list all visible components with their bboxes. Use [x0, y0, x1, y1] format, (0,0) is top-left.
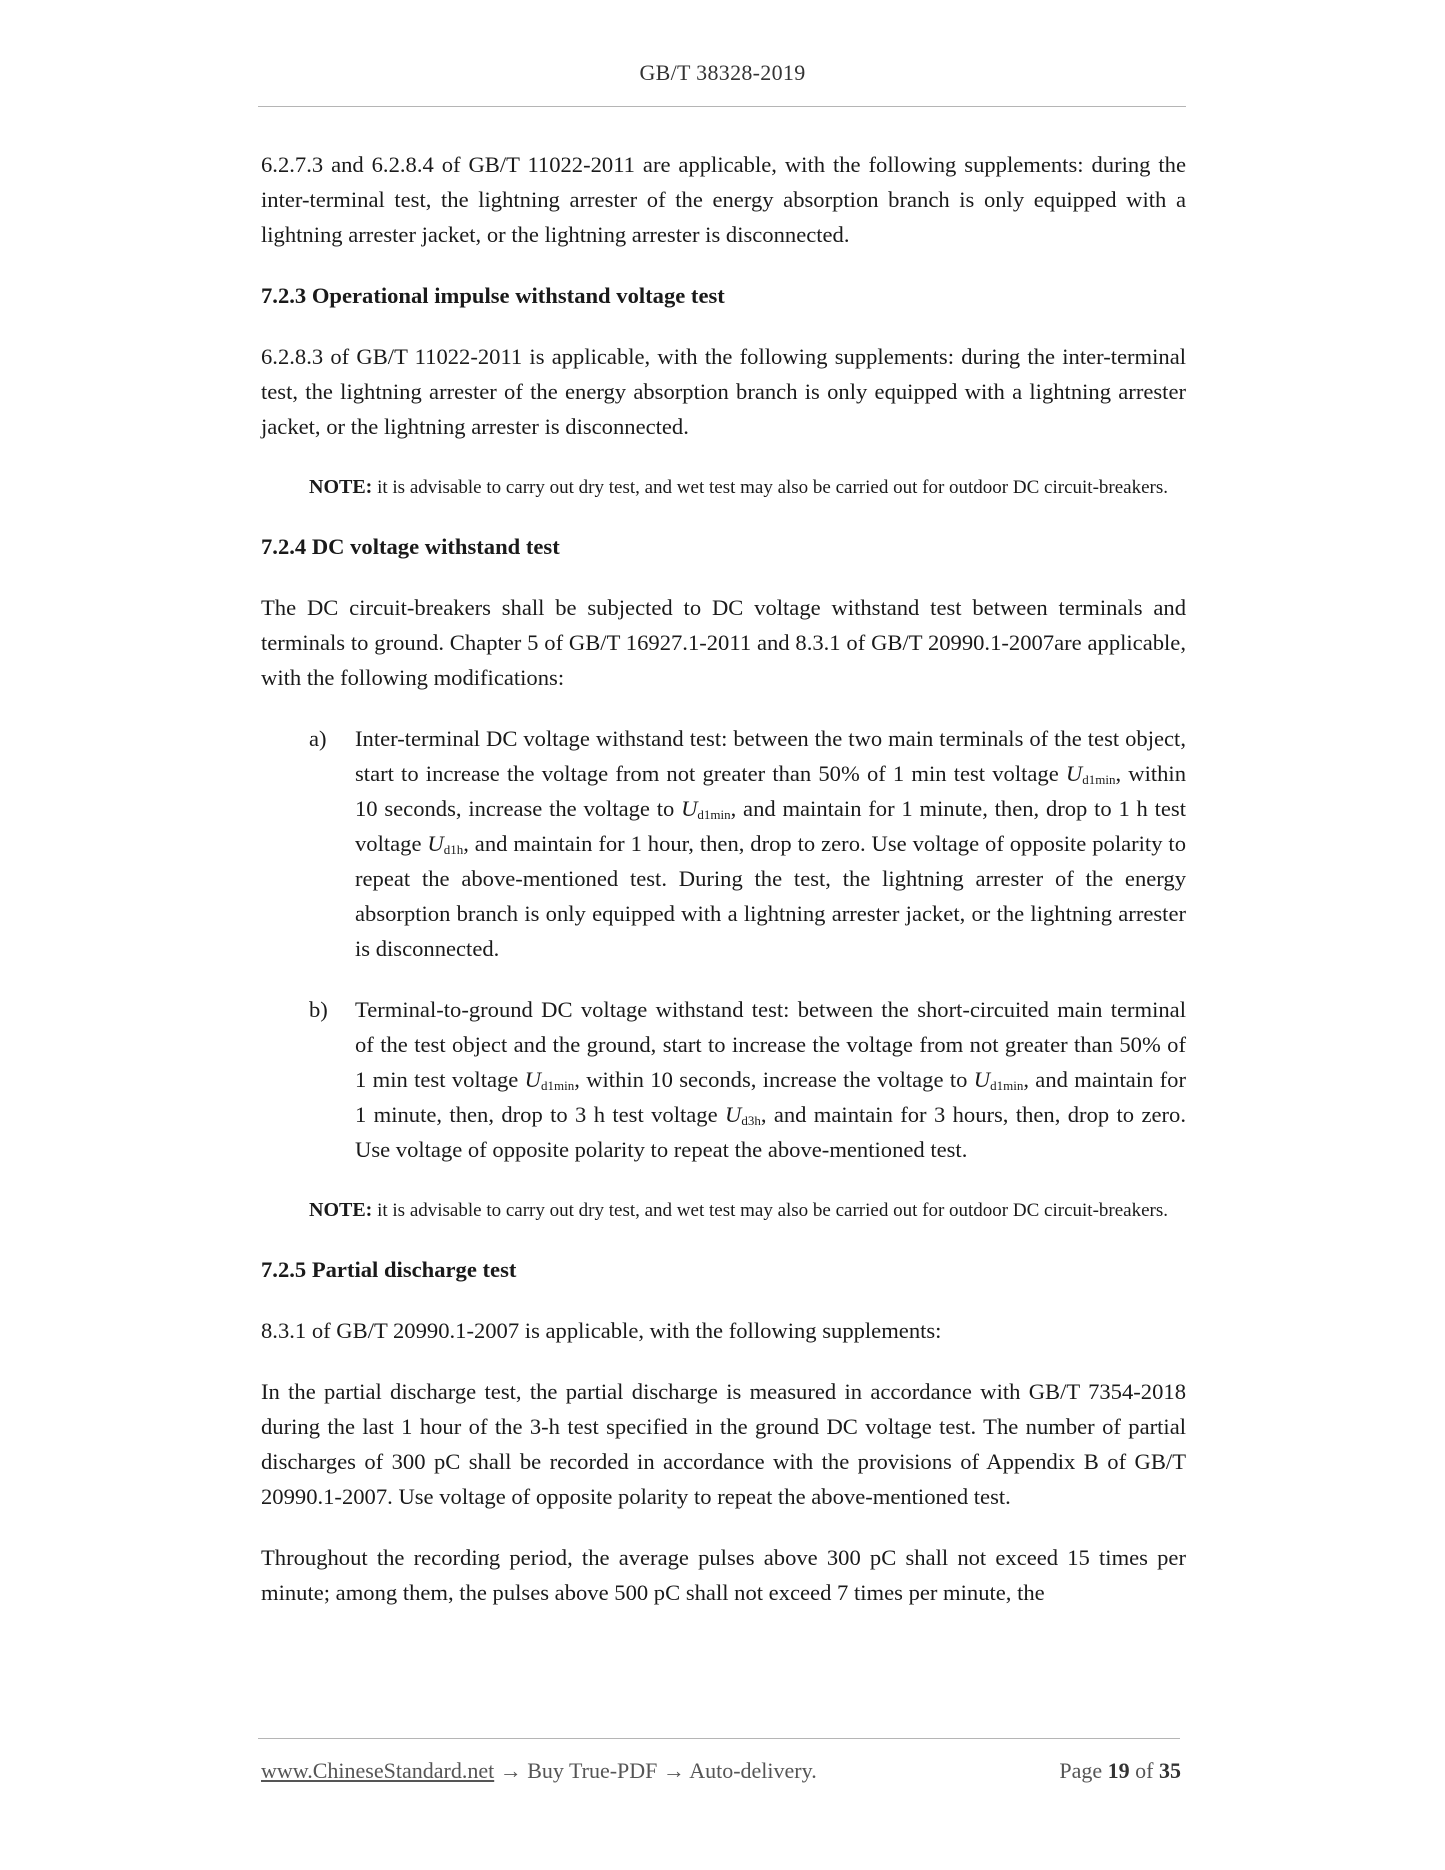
paragraph-831: 8.3.1 of GB/T 20990.1-2007 is applicable, with the following supplements: [261, 1318, 942, 1343]
note-1 [309, 470, 1186, 505]
list-item-a [309, 721, 1186, 966]
list-item-text: Inter-terminal DC voltage withstand test: between the two main terminals of the test object, start to increase the voltage from not greater than 50% of 1 min test voltage $U_{d1min}$, within 10 seconds, increase the voltage to $U_{d1min}$, and maintain for 1 minute, then, drop to 1 h test voltage $U_{d1h}$, and maintain for 1 hour, then, drop to zero. Use voltage of opposite polarity to repeat the above-mentioned test. During the test, the lightning arrester of the energy absorption branch is only equipped with a lightning arrester jacket, or the lightning arrester is disconnected. [355, 726, 1186, 961]
website-link[interactable]: www.ChineseStandard.net [261, 1758, 495, 1783]
paragraph-6273: 6.2.7.3 and 6.2.8.4 of GB/T 11022-2011 are applicable, with the following supplements: during the inter-terminal test, the lightning arrester of the energy absorption branch is only equipped with a lightning arrester jacket, or the lightning arrester is disconnected. [261, 152, 1186, 247]
header-divider [258, 106, 1186, 107]
delivery-text: Auto-delivery. [689, 1758, 817, 1783]
footer-divider [258, 1738, 1180, 1739]
voltage-symbol: U [681, 796, 698, 821]
paragraph-pd-measurement: In the partial discharge test, the partial discharge is measured in accordance with GB/T 7354-2018 during the last 1 hour of the 3-h test specified in the ground DC voltage test. The number of partial discharges of 300 pC shall be recorded in accordance with the provisions of Appendix B of GB/T 20990.1-2007. Use voltage of opposite polarity to repeat the above-mentioned test. [261, 1379, 1186, 1509]
footer-promo [261, 1758, 817, 1784]
list-item-b [309, 992, 1186, 1167]
arrow-icon: → [657, 1758, 690, 1783]
page-header: GB/T 38328-2019 [639, 60, 806, 85]
voltage-symbol: U [427, 831, 444, 856]
arrow-icon: → [494, 1758, 528, 1783]
document-body [261, 147, 1186, 1636]
voltage-symbol: U [524, 1067, 541, 1092]
voltage-symbol: U [724, 1102, 742, 1127]
note-2 [309, 1193, 1186, 1228]
list-marker: a) [309, 726, 327, 751]
voltage-symbol: U [973, 1067, 991, 1092]
note-text: it is advisable to carry out dry test, and wet test may also be carried out for outdoor DC circuit-breakers. [377, 1200, 1168, 1221]
section-heading-723: 7.2.3 Operational impulse withstand voltage test [261, 283, 725, 308]
note-label: NOTE: [309, 1199, 373, 1221]
voltage-symbol: U [1065, 761, 1083, 786]
section-heading-725: 7.2.5 Partial discharge test [261, 1257, 517, 1282]
current-page: 19 [1107, 1758, 1130, 1783]
note-text: it is advisable to carry out dry test, and wet test may also be carried out for outdoor DC circuit-breakers. [377, 477, 1168, 498]
list-marker: b) [309, 997, 328, 1022]
paragraph-6283: 6.2.8.3 of GB/T 11022-2011 is applicable, with the following supplements: during the inter-terminal test, the lightning arrester of the energy absorption branch is only equipped with a lightning arrester jacket, or the lightning arrester is disconnected. [261, 344, 1186, 439]
paragraph-dc-withstand: The DC circuit-breakers shall be subjected to DC voltage withstand test between terminals and terminals to ground. Chapter 5 of GB/T 16927.1-2011 and 8.3.1 of GB/T 20990.1-2007are applicable, with the following modifications: [261, 595, 1186, 690]
buy-text: Buy True-PDF [527, 1758, 658, 1783]
total-pages: 35 [1159, 1758, 1181, 1783]
section-heading-724: 7.2.4 DC voltage withstand test [261, 534, 560, 559]
note-label: NOTE: [309, 476, 373, 498]
paragraph-pd-limits: Throughout the recording period, the average pulses above 300 pC shall not exceed 15 times per minute; among them, the pulses above 500 pC shall not exceed 7 times per minute, the [261, 1545, 1186, 1605]
list-item-text: Terminal-to-ground DC voltage withstand test: between the short-circuited main terminal of the test object and the ground, start to increase the voltage from not greater than 50% of 1 min test voltage $U_{d1min}$, within 10 seconds, increase the voltage to $U_{d1min}$, and maintain for 1 minute, then, drop to 3 h test voltage $U_{d3h}$, and maintain for 3 hours, then, drop to zero. Use voltage of opposite polarity to repeat the above-mentioned test. [355, 997, 1187, 1162]
page-number: Page 19 of 35 [1059, 1758, 1181, 1783]
